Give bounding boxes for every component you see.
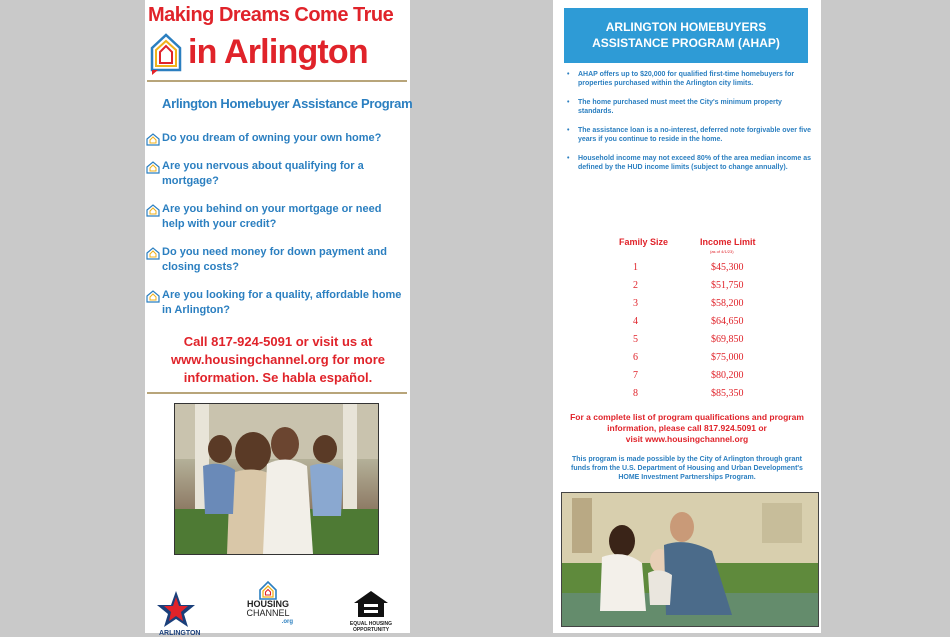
income-limit: $58,200	[711, 298, 744, 309]
house-logo-icon	[149, 30, 183, 76]
header-line: ASSISTANCE PROGRAM (AHAP)	[592, 36, 780, 50]
program-title: Arlington Homebuyer Assistance Program	[162, 96, 413, 111]
column-header-income-limit: Income Limit	[700, 237, 756, 247]
arlington-logo-text: ARLINGTON	[159, 630, 201, 637]
family-photo	[174, 403, 379, 555]
bullet-item: • The home purchased must meet the City's minimum property standards.	[567, 98, 813, 116]
cta-line: Call 817-924-5091 or visit us at	[183, 334, 373, 349]
family-size: 4	[633, 316, 638, 327]
house-bullet-icon	[146, 247, 160, 260]
family-size: 2	[633, 280, 638, 291]
header-line: ARLINGTON HOMEBUYERS	[605, 20, 767, 34]
income-limit: $85,350	[711, 388, 744, 399]
family-size: 8	[633, 388, 638, 399]
brochure-right-panel	[553, 0, 821, 633]
house-bullet-icon	[146, 204, 160, 217]
family-size: 3	[633, 298, 638, 309]
sponsor-logos	[145, 575, 410, 637]
column-header-family-size: Family Size	[619, 237, 669, 247]
table-row	[593, 298, 793, 316]
question-text: Do you dream of owning your own home?	[162, 132, 382, 144]
income-limit: $80,200	[711, 370, 744, 381]
funding-credit: This program is made possible by the City of Arlington through grant funds from the U.S. Department of Housing and Urban Development's HOME Investment Partnerships Program.	[571, 456, 803, 481]
equal-housing-icon	[352, 589, 390, 619]
income-limit: $45,300	[711, 262, 744, 273]
org-word: .org	[281, 619, 293, 625]
table-row	[593, 370, 793, 388]
house-bullet-icon	[146, 133, 160, 146]
eho-line: EQUAL HOUSING	[349, 621, 393, 627]
arlington-logo	[155, 589, 201, 637]
housing-channel-text	[243, 600, 293, 627]
equal-housing-logo	[349, 589, 393, 633]
income-limit: $69,850	[711, 334, 744, 345]
housing-word: HOUSING	[246, 599, 289, 609]
couple-photo	[561, 492, 819, 627]
contact-line: information, please call 817.924.5091 or	[607, 423, 767, 433]
channel-word: CHANNEL	[246, 608, 290, 618]
city-title: in Arlington	[188, 33, 368, 71]
contact-info	[563, 412, 811, 445]
divider	[147, 80, 407, 82]
divider	[147, 392, 407, 394]
house-logo-small-icon	[243, 578, 293, 600]
family-size: 7	[633, 370, 638, 381]
family-size: 6	[633, 352, 638, 363]
table-note: (as of 4/1/23)	[710, 249, 734, 254]
eho-line: OPPORTUNITY	[352, 627, 390, 633]
question-text: Do you need money for down payment and closing costs?	[162, 246, 387, 273]
question-text: Are you behind on your mortgage or need help with your credit?	[162, 203, 382, 230]
family-photo-illustration	[175, 404, 378, 554]
question-text: Are you nervous about qualifying for a mortgage?	[162, 160, 364, 187]
equal-housing-text	[348, 621, 394, 633]
bullet-item: • Household income may not exceed 80% of the area median income as defined by the HUD income limits (subject to change annually).	[567, 154, 813, 172]
income-limit: $64,650	[711, 316, 744, 327]
bullet-item: • AHAP offers up to $20,000 for qualified first-time homebuyers for properties purchased within the Arlington city limits.	[567, 70, 813, 88]
family-size: 5	[633, 334, 638, 345]
table-row	[593, 280, 793, 298]
family-size: 1	[633, 262, 638, 273]
program-bullets	[567, 70, 813, 182]
income-limit: $51,750	[711, 280, 744, 291]
brochure-left-panel	[145, 0, 413, 637]
program-header	[564, 8, 808, 63]
headline: Making Dreams Come True	[148, 4, 394, 26]
contact-link[interactable]: visit www.housingchannel.org	[625, 434, 749, 444]
house-bullet-icon	[146, 290, 160, 303]
cta-line: information. Se habla español.	[183, 370, 373, 385]
house-bullet-icon	[146, 161, 160, 174]
bullet-item: • The assistance loan is a no-interest, deferred note forgivable over five years if you continue to reside in the home.	[567, 126, 813, 144]
table-row	[593, 352, 793, 370]
income-limit: $75,000	[711, 352, 744, 363]
couple-photo-illustration	[562, 493, 818, 626]
table-row	[593, 388, 793, 406]
table-row	[593, 334, 793, 352]
contact-line: For a complete list of program qualifications and program	[570, 412, 804, 422]
table-row	[593, 262, 793, 280]
table-row	[593, 316, 793, 334]
call-to-action	[153, 333, 403, 387]
star-icon	[155, 589, 197, 629]
cta-link[interactable]: www.housingchannel.org for more	[170, 352, 386, 367]
question-text: Are you looking for a quality, affordable home in Arlington?	[162, 289, 402, 316]
housing-channel-logo	[243, 578, 293, 628]
